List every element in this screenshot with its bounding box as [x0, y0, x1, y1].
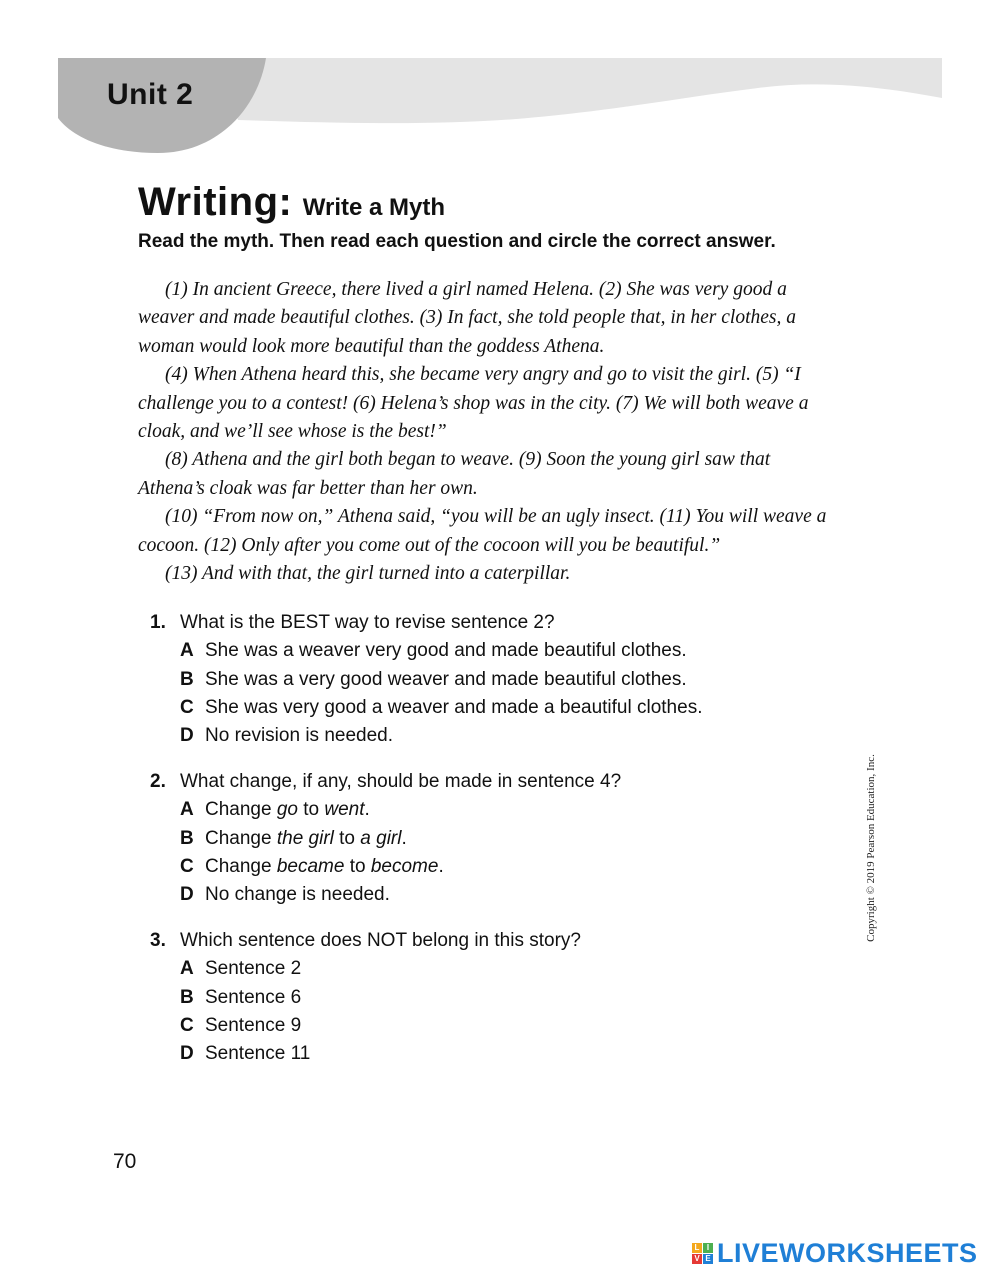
brand-footer[interactable] [692, 1238, 978, 1269]
logo-tile: I [703, 1243, 713, 1253]
answer-option-c[interactable] [150, 694, 702, 722]
option-text-italic: became [276, 855, 345, 877]
option-letter: C [180, 696, 194, 718]
option-text-part: Change [205, 799, 277, 821]
option-text-italic: go [276, 799, 298, 821]
option-letter: D [180, 725, 194, 747]
option-text: Sentence 11 [205, 1043, 311, 1065]
option-text: She was a weaver very good and made beautiful clothes. [205, 640, 687, 662]
option-text: She was a very good weaver and made beautiful clothes. [205, 668, 687, 690]
logo-tile: E [703, 1254, 713, 1264]
logo-tile: L [692, 1243, 702, 1253]
question-number: 2. [150, 771, 166, 792]
option-text: Sentence 6 [205, 986, 302, 1008]
answer-option-d[interactable] [150, 1040, 581, 1068]
instructions: Read the myth. Then read each question and circle the correct answer. [138, 231, 776, 252]
option-letter: B [180, 986, 194, 1008]
title-main: Writing: [138, 180, 293, 224]
option-letter: A [180, 640, 194, 662]
answer-option-a[interactable] [150, 637, 702, 665]
logo-tile: V [692, 1254, 702, 1264]
option-text-part: to [344, 855, 371, 877]
option-text-italic: went [324, 799, 365, 821]
passage-paragraph: (13) And with that, the girl turned into a caterpillar. [165, 563, 571, 585]
question-number: 1. [150, 612, 166, 633]
passage-paragraph: (4) When Athena heard this, she became very angry and go to visit the girl. (5) “I challenge you to a contest! (6) Helena’s shop was in the city. (7) We will both weave a cloak, and we’ll see whose is the best!” [138, 364, 809, 443]
option-text: No revision is needed. [205, 725, 393, 747]
question-3 [150, 927, 581, 1068]
passage-paragraph: (10) “From now on,” Athena said, “you will be an ugly insect. (11) You will weave a cocoon. (12) Only after you come out of the cocoon will you be beautiful.” [138, 506, 827, 556]
option-text-part: . [438, 855, 444, 877]
header-wave [218, 58, 942, 123]
copyright-notice: Copyright © 2019 Pearson Education, Inc. [865, 754, 877, 942]
answer-option-a[interactable] [150, 796, 621, 824]
option-letter: C [180, 1014, 194, 1036]
option-text-part: Change [205, 855, 277, 877]
option-text-italic: a girl [360, 827, 402, 849]
option-text-italic: the girl [276, 827, 334, 849]
option-letter: A [180, 958, 194, 980]
question-2 [150, 768, 621, 909]
option-text-italic: become [370, 855, 439, 877]
passage-paragraph: (8) Athena and the girl both began to weave. (9) Soon the young girl saw that Athena’s cloak was far better than her own. [138, 449, 771, 499]
option-text: She was very good a weaver and made a beautiful clothes. [205, 696, 703, 718]
option-text: Sentence 9 [205, 1014, 302, 1036]
question-1 [150, 609, 702, 750]
answer-option-b[interactable] [150, 825, 621, 853]
answer-option-b[interactable] [150, 666, 702, 694]
question-text: What change, if any, should be made in sentence 4? [180, 771, 622, 792]
option-letter: A [180, 799, 194, 821]
question-stem [150, 768, 621, 796]
option-text-part: . [364, 799, 370, 821]
answer-option-c[interactable] [150, 1012, 581, 1040]
option-text-part: . [401, 827, 407, 849]
question-number: 3. [150, 930, 166, 951]
option-text: Sentence 2 [205, 958, 302, 980]
page-title [138, 180, 445, 225]
question-text: Which sentence does NOT belong in this story? [180, 930, 581, 951]
unit-label: Unit 2 [107, 78, 194, 111]
option-letter: B [180, 827, 194, 849]
answer-option-d[interactable] [150, 722, 702, 750]
passage-paragraph: (1) In ancient Greece, there lived a girl named Helena. (2) She was very good a weaver and made beautiful clothes. (3) In fact, she told people that, in her clothes, a woman would look more beautiful than the goddess Athena. [138, 279, 796, 357]
question-stem [150, 927, 581, 955]
question-stem [150, 609, 702, 637]
myth-passage [138, 276, 838, 588]
brand-name: LIVEWORKSHEETS [717, 1238, 978, 1268]
option-letter: D [180, 1043, 194, 1065]
answer-option-c[interactable] [150, 853, 621, 881]
option-text-part: to [333, 827, 361, 849]
option-letter: B [180, 668, 194, 690]
option-letter: D [180, 884, 194, 906]
page-number: 70 [113, 1150, 137, 1173]
liveworksheets-logo-icon [692, 1243, 713, 1264]
answer-option-b[interactable] [150, 984, 581, 1012]
option-text: No change is needed. [205, 884, 390, 906]
option-text-part: to [297, 799, 325, 821]
title-sub: Write a Myth [302, 194, 446, 221]
option-text-part: Change [205, 827, 277, 849]
option-letter: C [180, 855, 194, 877]
question-text: What is the BEST way to revise sentence 2? [180, 612, 555, 633]
answer-option-d[interactable] [150, 881, 621, 909]
answer-option-a[interactable] [150, 955, 581, 983]
